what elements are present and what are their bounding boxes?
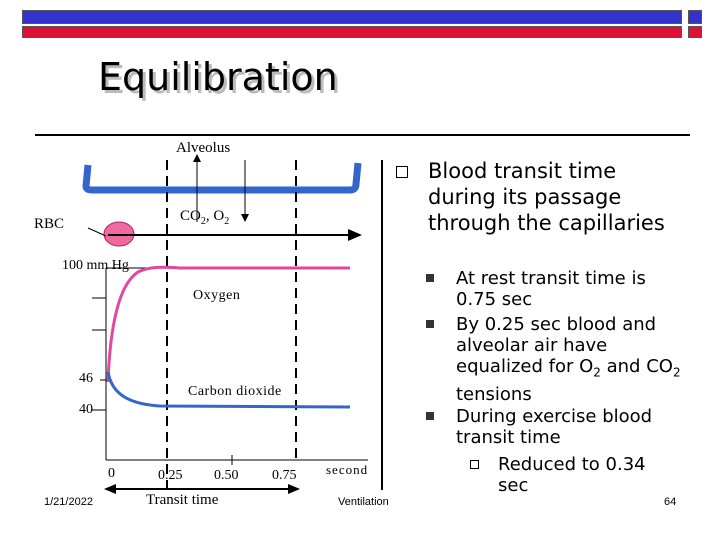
- sub-bullet-3-text: During exercise blood transit time: [456, 406, 653, 448]
- hollow-square-bullet-icon: [470, 460, 479, 469]
- transit-time-label: Transit time: [146, 492, 219, 508]
- main-bullet-text: Blood transit time during its passage through the capillaries: [428, 159, 665, 235]
- x-unit-label: second: [326, 462, 369, 477]
- filled-square-bullet-icon: [426, 412, 434, 420]
- x-tick-label-0: 0: [108, 466, 115, 481]
- sub-bullet-2-text: [456, 314, 681, 405]
- pressure-100-label: 100 mm Hg: [62, 258, 129, 273]
- y-label-40: 40: [79, 402, 93, 417]
- sub-sub-bullet-text: Reduced to 0.34 sec: [498, 454, 646, 496]
- item2-sub2: 2: [672, 365, 681, 380]
- x-tick-label-075: 0.75: [272, 468, 297, 483]
- item2-post: tensions: [456, 383, 532, 405]
- oxygen-curve: [108, 267, 350, 382]
- gas-label: [180, 208, 229, 227]
- filled-square-bullet-icon: [426, 274, 434, 282]
- item2-pre: By 0.25 sec blood and alveolar air have equalized for O: [456, 314, 657, 377]
- alveolus-label: Alveolus: [176, 140, 231, 156]
- co2-curve-label: Carbon dioxide: [188, 384, 282, 399]
- gas-co2-sub: 2: [200, 216, 206, 227]
- rbc-pointer: [88, 228, 106, 236]
- rbc-label: RBC: [34, 216, 65, 232]
- x-tick-label-050: 0.50: [214, 468, 239, 483]
- y-label-46: 46: [79, 371, 93, 386]
- slide-date: 1/21/2022: [44, 496, 93, 508]
- oxygen-label: Oxygen: [193, 288, 241, 303]
- gas-co2: CO: [180, 208, 201, 224]
- item2-mid: and CO: [600, 356, 673, 377]
- o2-arrowhead: [241, 214, 249, 222]
- item2-sub1: 2: [593, 365, 601, 380]
- gas-sep: , O: [205, 208, 225, 224]
- blood-flow-arrowhead: [348, 229, 362, 241]
- transit-arrowhead-right: [288, 484, 300, 494]
- x-tick-label-025: 0.25: [158, 468, 183, 483]
- slide-page-number: 64: [664, 496, 677, 508]
- gas-o2-sub: 2: [224, 216, 230, 227]
- sub-bullet-1-text: At rest transit time is 0.75 sec: [456, 268, 646, 310]
- ventilation-label: Ventilation: [338, 496, 389, 508]
- slide-title: Equilibration: [98, 55, 338, 99]
- hollow-square-bullet-icon: [396, 166, 408, 178]
- capillary-wall: [86, 163, 358, 190]
- transit-arrowhead-left: [104, 484, 116, 494]
- filled-square-bullet-icon: [426, 320, 434, 328]
